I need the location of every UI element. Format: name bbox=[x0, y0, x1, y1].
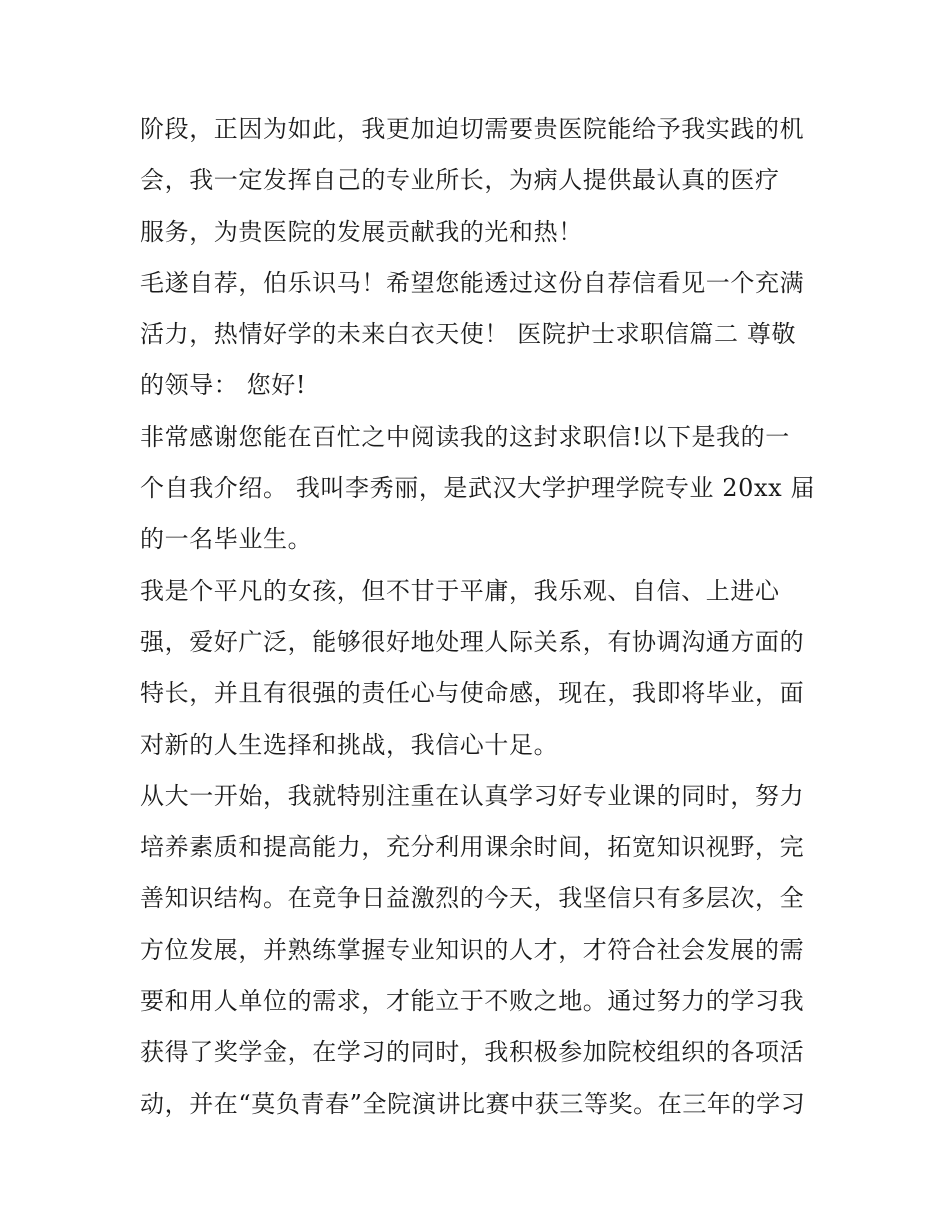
text-line: 方位发展，并熟练掌握专业知识的人才，才符合社会发展的需 bbox=[140, 935, 805, 964]
text-line: 非常感谢您能在百忙之中阅读我的这封求职信!以下是我的一 bbox=[140, 422, 790, 451]
text-line: 会，我一定发挥自己的专业所长，为病人提供最认真的医疗 bbox=[140, 166, 780, 195]
text-line: 服务，为贵医院的发展贡献我的光和热！ bbox=[140, 217, 583, 246]
text-line: 个自我介绍。 我叫李秀丽，是武汉大学护理学院专业 20xx 届 bbox=[140, 474, 816, 503]
text-line: 培养素质和提高能力，充分利用课余时间，拓宽知识视野，完 bbox=[140, 833, 805, 862]
text-line: 我是个平凡的女孩，但不甘于平庸，我乐观、自信、上进心 bbox=[140, 576, 780, 605]
text-line: 获得了奖学金，在学习的同时，我积极参加院校组织的各项活 bbox=[140, 1038, 805, 1067]
text-line: 从大一开始，我就特别注重在认真学习好专业课的同时，努力 bbox=[140, 781, 805, 810]
text-line: 毛遂自荐，伯乐识马！希望您能透过这份自荐信看见一个充满 bbox=[140, 268, 805, 297]
text-line: 善知识结构。在竞争日益激烈的今天，我坚信只有多层次，全 bbox=[140, 884, 805, 913]
text-line: 阶段，正因为如此，我更加迫切需要贵医院能给予我实践的机 bbox=[140, 115, 805, 143]
text-line: 特长，并且有很强的责任心与使命感，现在，我即将毕业，面 bbox=[140, 679, 805, 708]
text-line: 的一名毕业生。 bbox=[140, 525, 313, 554]
text-line: 要和用人单位的需求，才能立于不败之地。通过努力的学习我 bbox=[140, 987, 805, 1016]
text-line: 的领导： 您好! bbox=[140, 371, 307, 400]
text-line: 动，并在“莫负青春”全院演讲比赛中获三等奖。在三年的学习 bbox=[140, 1089, 806, 1118]
text-line: 活力，热情好学的未来白衣天使！ 医院护士求职信篇二 尊敬 bbox=[140, 320, 797, 349]
text-line: 对新的人生选择和挑战，我信心十足。 bbox=[140, 730, 559, 759]
body-text bbox=[140, 104, 820, 1130]
text-line: 强，爱好广泛，能够很好地处理人际关系，有协调沟通方面的 bbox=[140, 627, 805, 656]
